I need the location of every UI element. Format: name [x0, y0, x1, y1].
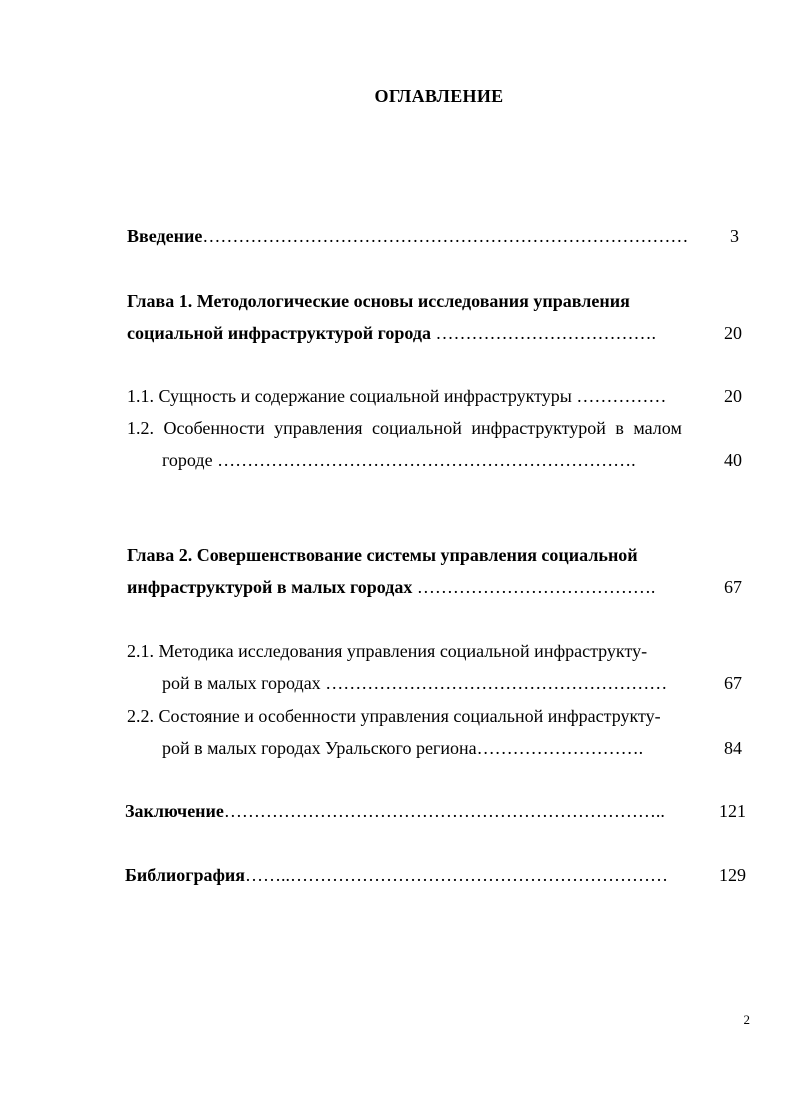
toc-entry-bibliography — [125, 864, 668, 886]
toc-intro-page: 3 — [730, 226, 739, 246]
toc-ch2-line2: инфраструктурой в малых городах — [127, 577, 413, 597]
toc-ch1-line1: Глава 1. Методологические основы исследования управления — [127, 291, 630, 311]
toc-intro-label: Введение — [127, 226, 203, 246]
toc-entry-2-2 — [162, 737, 643, 759]
toc-entry-conclusion — [125, 800, 665, 822]
toc-2-1-line1: 2.1. Методика исследования управления социальной инфраструкту- — [127, 641, 648, 661]
toc-1-1-page: 20 — [724, 386, 742, 406]
toc-2-1-line2: рой в малых городах — [162, 673, 321, 693]
toc-2-1-leader: ………………………………………………… — [320, 673, 668, 693]
toc-2-2-page: 84 — [724, 738, 742, 758]
toc-1-1-leader: …………… — [571, 386, 667, 406]
toc-ch2-line1: Глава 2. Совершенствование системы управления социальной — [127, 545, 638, 565]
toc-entry-ch2 — [127, 576, 655, 598]
toc-bibliography-page: 129 — [719, 865, 746, 885]
toc-bibliography-leader: ……..……………………………………………………… — [245, 865, 669, 885]
toc-2-2-leader: ………………………. — [476, 738, 644, 758]
page-title: ОГЛАВЛЕНИЕ — [374, 86, 504, 106]
page-number: 2 — [743, 1012, 750, 1027]
toc-ch1-page: 20 — [724, 323, 742, 343]
toc-1-2-line1: 1.2. Особенности управления социальной инфраструктурой в малом — [127, 418, 682, 438]
toc-2-1-page: 67 — [724, 673, 742, 693]
toc-entry-1-1 — [127, 385, 666, 407]
toc-1-2-page: 40 — [724, 450, 742, 470]
toc-1-2-line2: городе — [162, 450, 213, 470]
toc-2-2-line1: 2.2. Состояние и особенности управления социальной инфраструкту- — [127, 706, 661, 726]
toc-conclusion-label: Заключение — [125, 801, 224, 821]
toc-2-2-line2: рой в малых городах Уральского региона — [162, 738, 477, 758]
toc-1-1-label: 1.1. Сущность и содержание социальной инфраструктуры — [127, 386, 572, 406]
toc-ch2-leader: …………………………………. — [412, 577, 656, 597]
toc-bibliography-label: Библиография — [125, 865, 246, 885]
toc-entry-1-2 — [162, 449, 636, 471]
toc-conclusion-leader: ……………………………………………………………….. — [223, 801, 665, 821]
toc-entry-ch1 — [127, 322, 656, 344]
toc-entry-intro — [127, 225, 688, 247]
toc-intro-leader: ……………………………………………………………………… — [202, 226, 689, 246]
toc-1-2-leader: ……………………………………………………………. — [212, 450, 636, 470]
toc-conclusion-page: 121 — [719, 801, 746, 821]
toc-entry-2-1 — [162, 672, 667, 694]
toc-ch2-page: 67 — [724, 577, 742, 597]
toc-ch1-line2: социальной инфраструктурой города — [127, 323, 431, 343]
toc-ch1-leader: ………………………………. — [430, 323, 656, 343]
